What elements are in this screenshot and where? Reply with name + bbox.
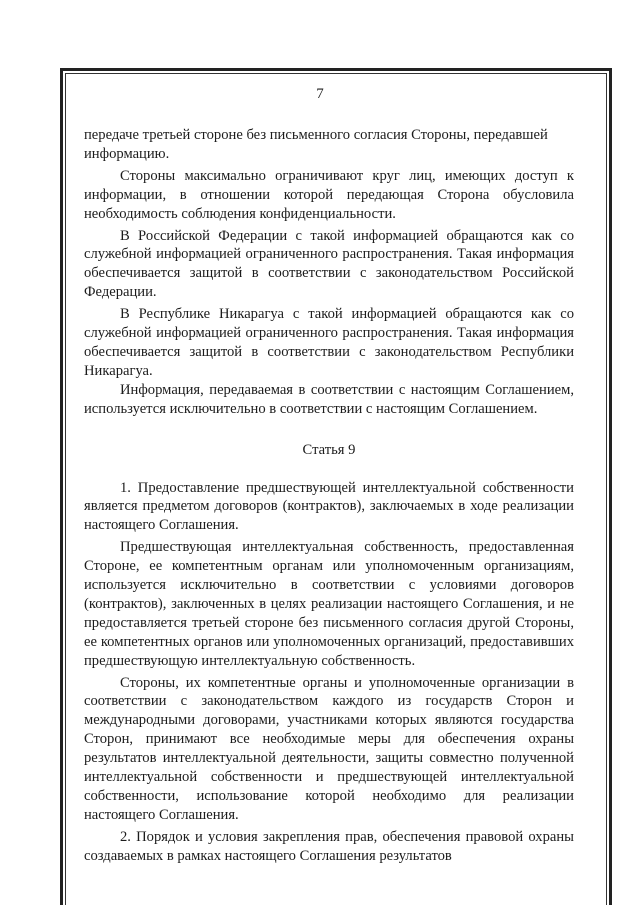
paragraph-information-use: Информация, передаваемая в соответствии с настоящим Соглашением, используется исключительно в соответствии с настоящим Соглашением. [84, 381, 574, 417]
paragraph-russia-handling: В Российской Федерации с такой информацией обращаются как со служебной информацией ограниченного распространения. Такая информация обеспечивается защитой в соответствии с законодательством Российской Федерации. [84, 227, 574, 301]
paragraph-article-9-clause-1: 1. Предоставление предшествующей интеллектуальной собственности является предметом договоров (контрактов), заключаемых в ходе реализации настоящего Соглашения. [84, 479, 574, 534]
paragraph-access-limitation: Стороны максимально ограничивают круг лиц, имеющих доступ к информации, в отношении которой передающая Сторона обусловила необходимость соблюдения конфиденциальности. [84, 167, 574, 222]
document-body [84, 126, 574, 866]
paragraph-ip-protection-measures: Стороны, их компетентные органы и уполномоченные организации в соответствии с законодательством каждого из государств Сторон и международными договорами, участниками которых являются государства Сторон, принимают все необходимые меры для обеспечения охраны результатов интеллектуальной деятельности, защиты совместно полученной интеллектуальной собственности и предшествующей интеллектуальной собственности, использование которой необходимо для реализации настоящего Соглашения. [84, 674, 574, 823]
article-heading: Статья 9 [302, 441, 356, 458]
paragraph-continuation: передаче третьей стороне без письменного согласия Стороны, передавшей информацию. [84, 127, 548, 162]
paragraph-article-9-clause-2: 2. Порядок и условия закрепления прав, обеспечения правовой охраны создаваемых в рамках настоящего Соглашения результатов [84, 828, 574, 864]
paragraph-prior-ip-usage: Предшествующая интеллектуальная собственность, предоставленная Стороне, ее компетентным органам или уполномоченным организациям, используется исключительно в соответствии с условиями договоров (контрактов), заключенных в целях реализации настоящего Соглашения, и не предоставляется третьей стороне без письменного согласия другой Стороны, ее компетентных органов или уполномоченных организаций, предоставивших предшествующую интеллектуальную собственность. [84, 539, 574, 669]
page-number: 7 [316, 86, 324, 102]
paragraph-nicaragua-handling: В Республике Никарагуа с такой информацией обращаются как со служебной информацией ограниченного распространения. Такая информация обеспечивается защитой в соответствии с законодательством Республики Никарагуа. [84, 306, 574, 379]
